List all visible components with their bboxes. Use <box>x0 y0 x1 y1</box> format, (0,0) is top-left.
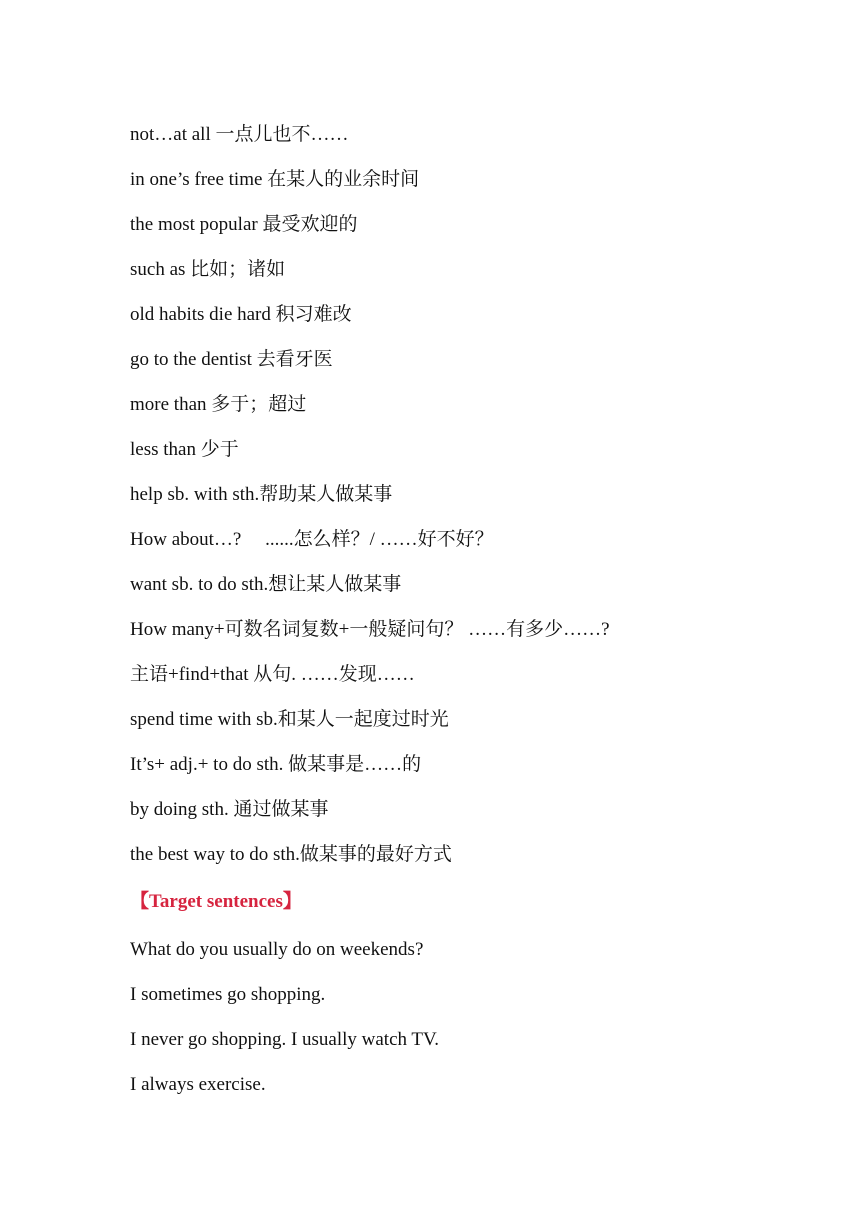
phrase-line: old habits die hard 积习难改 <box>130 304 352 325</box>
document-page <box>130 112 810 1107</box>
phrase-line: How about…? ......怎么样？/ ……好不好？ <box>130 529 494 550</box>
target-sentences-heading: 【Target sentences】 <box>130 891 302 912</box>
phrase-line: such as 比如；诸如 <box>130 259 286 280</box>
phrase-line: How many+可数名词复数+一般疑问句？ ……有多少……? <box>130 619 610 640</box>
sentence-line: I never go shopping. I usually watch TV. <box>130 1029 440 1050</box>
phrase-line: not…at all 一点儿也不…… <box>130 124 349 145</box>
phrase-line: more than 多于；超过 <box>130 394 307 415</box>
sentence-line: What do you usually do on weekends? <box>130 939 424 960</box>
phrase-line: It’s+ adj.+ to do sth. 做某事是……的 <box>130 754 422 775</box>
phrase-line: the most popular 最受欢迎的 <box>130 214 358 235</box>
phrase-line: 主语+find+that 从句. ……发现…… <box>130 664 415 685</box>
phrase-line: the best way to do sth.做某事的最好方式 <box>130 844 452 865</box>
sentence-line: I sometimes go shopping. <box>130 984 326 1005</box>
phrase-line: in one’s free time 在某人的业余时间 <box>130 169 420 190</box>
phrase-line: spend time with sb.和某人一起度过时光 <box>130 709 449 730</box>
phrase-line: by doing sth. 通过做某事 <box>130 799 329 820</box>
phrase-line: go to the dentist 去看牙医 <box>130 349 333 370</box>
phrase-line: help sb. with sth.帮助某人做某事 <box>130 484 393 505</box>
phrase-line: want sb. to do sth.想让某人做某事 <box>130 574 402 595</box>
phrase-line: less than 少于 <box>130 439 239 460</box>
sentence-line: I always exercise. <box>130 1074 266 1095</box>
